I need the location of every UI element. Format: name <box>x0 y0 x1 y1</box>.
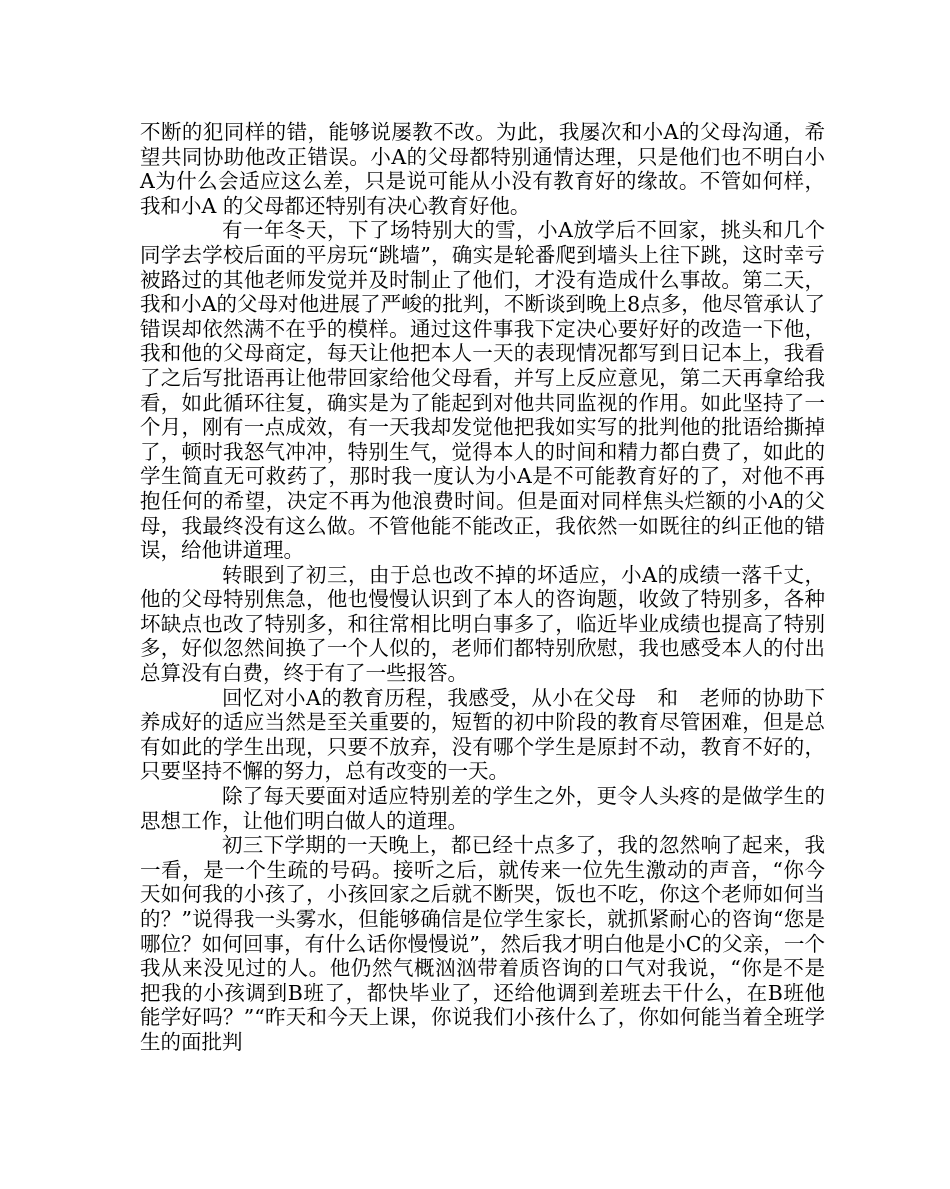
paragraph: 除了每天要面对适应特别差的学生之外，更令人头疼的是做学生的思想工作，让他们明白做人的道理。 <box>140 784 825 833</box>
paragraph: 不断的犯同样的错，能够说屡教不改。为此，我屡次和小A的父母沟通，希望共同协助他改正错误。小A的父母都特别通情达理，只是他们也不明白小A为什么会适应这么差，只是说可能从小没有教育好的缘故。不管如何样，我和小A 的父母都还特别有决心教育好他。 <box>140 120 825 218</box>
paragraph: 转眼到了初三，由于总也改不掉的坏适应，小A的成绩一落千丈，他的父母特别焦急，他也慢慢认识到了本人的咨询题，收敛了特别多，各种坏缺点也改了特别多，和往常相比明白事多了，临近毕业成绩也提高了特别多，好似忽然间换了一个人似的，老师们都特别欣慰，我也感受本人的付出总算没有白费，终于有了一些报答。 <box>140 562 825 686</box>
body-text <box>140 120 825 1055</box>
paragraph: 初三下学期的一天晚上，都已经十点多了，我的忽然响了起来，我一看，是一个生疏的号码。接听之后，就传来一位先生激动的声音，“你今天如何我的小孩了，小孩回家之后就不断哭，饭也不吃，你这个老师如何当的？”说得我一头雾水，但能够确信是位学生家长，就抓紧耐心的咨询“您是哪位？如何回事，有什么话你慢慢说”，然后我才明白他是小C的父亲，一个我从来没见过的人。他仍然气概汹汹带着质咨询的口气对我说，“你是不是把我的小孩调到B班了，都快毕业了，还给他调到差班去干什么，在B班他能学好吗？”“昨天和今天上课，你说我们小孩什么了，你如何能当着全班学生的面批判 <box>140 833 825 1054</box>
paragraph: 回忆对小A的教育历程，我感受，从小在父母 和 老师的协助下养成好的适应当然是至关重要的，短暂的初中阶段的教育尽管困难，但是总有如此的学生出现，只要不放弃，没有哪个学生是原封不动，教育不好的，只要坚持不懈的努力，总有改变的一天。 <box>140 685 825 784</box>
paragraph: 有一年冬天，下了场特别大的雪，小A放学后不回家，挑头和几个同学去学校后面的平房玩“跳墙”，确实是轮番爬到墙头上往下跳，这时幸亏被路过的其他老师发觉并及时制止了他们，才没有造成什么事故。第二天，我和小A的父母对他进展了严峻的批判，不断谈到晚上8点多，他尽管承认了错误却依然满不在乎的模样。通过这件事我下定决心要好好的改造一下他，我和他的父母商定，每天让他把本人一天的表现情况都写到日记本上，我看了之后写批语再让他带回家给他父母看，并写上反应意见，第二天再拿给我看，如此循环往复，确实是为了能起到对他共同监视的作用。如此坚持了一个月，刚有一点成效，有一天我却发觉他把我如实写的批判他的批语给撕掉了，顿时我怒气冲冲，特别生气，觉得本人的时间和精力都白费了，如此的学生简直无可救药了，那时我一度认为小A是不可能教育好的了，对他不再抱任何的希望，决定不再为他浪费时间。但是面对同样焦头烂额的小A的父母，我最终没有这么做。不管他能不能改正，我依然一如既往的纠正他的错误，给他讲道理。 <box>140 218 825 563</box>
